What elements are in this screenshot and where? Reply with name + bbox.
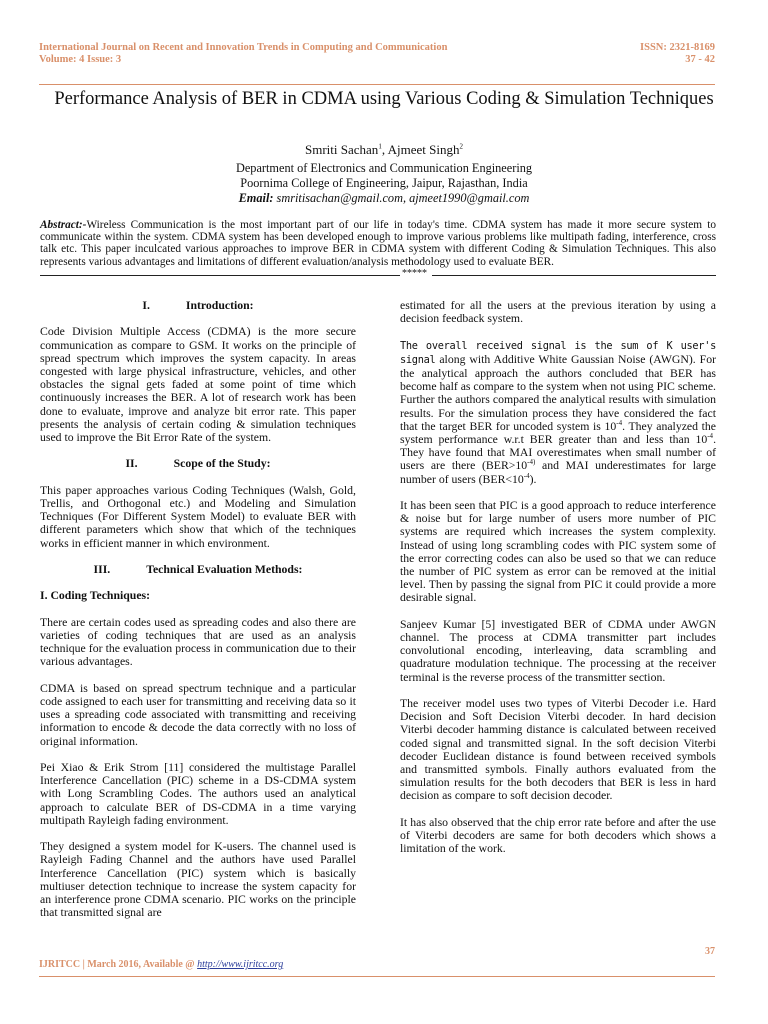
author-affiliation-mark: 1 [378, 142, 382, 151]
left-column [40, 299, 356, 919]
journal-issn: ISSN: 2321-8169 [640, 42, 715, 53]
affiliation-department: Department of Electronics and Communication Engineering [235, 161, 533, 175]
abstract-label: Abstract:- [40, 219, 87, 231]
paragraph: Pei Xiao & Erik Strom [11] considered the multistage Parallel Interference Cancellation (PIC) scheme in a DS-CDMA system with Long Scrambling Codes. The authors used an analytical approach to calculate BER of DS-CDMA in a time varying multipath Rayleigh fading environment. [40, 760, 356, 827]
paragraph: They designed a system model for K-users. The channel used is Rayleigh Fading Channel and the authors have used Parallel Interference Cancellation (PIC) system which is basically multiuser detection technique to increase the system capacity for an interference prone CDMA scenario. PIC works on the principle that transmitted signal are [40, 840, 356, 920]
separator-line [432, 275, 716, 276]
journal-volume: Volume: 4 Issue: 3 [39, 54, 122, 65]
paragraph: The receiver model uses two types of Viterbi Decoder i.e. Hard Decision and Soft Decision Viterbi decoder. In hard decision Viterbi decoder hamming distance is calculated between received coded signal and transmitted signal. In the soft decision Viterbi decoder Euclidean distance is found between received symbols and transmitted symbols. Finally authors evaluated from the simulation results for the both decoders that BER is less in hard decision as compare to soft decision decoder. [400, 697, 716, 803]
scope-text: This paper approaches various Coding Techniques (Walsh, Gold, Trellis, and Orthogonal etc.) and Modeling and Simulation Techniques (For Different System Model) to evaluate BER with different parameters which show that which of the techniques works in efficient manner in which environment. [40, 483, 356, 550]
author-list [40, 142, 728, 158]
page-range: 37 - 42 [685, 54, 715, 65]
abstract-text: Wireless Communication is the most important part of our life [86, 219, 394, 231]
section-separator [40, 268, 716, 282]
author-name: Smriti Sachan [305, 142, 379, 157]
separator-stars: ***** [402, 268, 427, 279]
paragraph: It has been seen that PIC is a good approach to reduce interference & noise but for large number of users more number of PIC systems are required which increases the system complexity. Instead of using long scrambling codes with PIC system some of the error correcting codes can also be used so that we can reduce the number of PIC system as error can be removed at the initial level. Then by passing the signal from PIC it could provide a more desirable signal. [400, 499, 716, 605]
separator-line [40, 275, 400, 276]
right-column [400, 299, 716, 855]
section-heading: III. Technical Evaluation Methods: [93, 563, 303, 576]
introduction-text: Code Division Multiple Access (CDMA) is the more secure communication as compare to GSM. It works on the principle of spread spectrum which improves the system capacity. In areas congested with large physical infrastructure, vehicles, and other obstacles the signal gets faded at some point of time which continuously increases the BER. A lot of research work has been done to evaluate, improve and analyze bit error rate. This paper presents the analysis of certain coding & simulation techniques used to improve the Bit Error Rate of the system. [40, 325, 356, 445]
journal-name: International Journal on Recent and Innovation Trends in Computing and Communication [39, 42, 448, 53]
author-affiliation-mark: 2 [459, 142, 463, 151]
email-label: Email: [238, 191, 274, 205]
section-heading: I. Introduction: [142, 299, 254, 312]
email-address[interactable]: ajmeet1990@gmail.com [409, 191, 530, 205]
journal-link[interactable]: http://www.ijritcc.org [197, 959, 284, 970]
paragraph: The overall received signal is the sum of K user's signal along with Additive White Gaussian Noise (AWGN). For the analytical approach the authors concluded that BER has become half as compare to the system when not using PIC scheme. Further the authors compared the analytical results with simulation results. For the simulation process they have considered the fact that the target BER for uncoded system is $10^{-4}$. They analyzed the system performance w.r.t BER greater than and less than $10^{-4}$. They have found that MAI overestimates when small number of users are there ($BER>10^{-4)}$ and MAI underestimates for large number of users $(BER<10^{-4})$. [400, 339, 716, 486]
abstract-text: communicate within the system. CDMA system has been developed enough to improve various problems like multipath fading, interference, cross talk etc. This paper inculcated various approaches to improve BER in CDMA system with different Coding & Simulation Techniques. This also represents various advantages and limitations of different evaluation/analysis methodology used to evaluate BER. [40, 231, 716, 268]
email-address[interactable]: smritisachan@gmail.com [276, 191, 403, 205]
page-footer [39, 946, 715, 986]
affiliation-college: Poornima College of Engineering, Jaipur, Rajasthan, India [240, 176, 528, 190]
paragraph: Sanjeev Kumar [5] investigated BER of CDMA under AWGN channel. The process at CDMA transmitter part includes convolutional encoding, interleaving, data scrambling and quadrature modulation technique. The processing at the receiver terminal is the reverse process of the transmitter section. [400, 617, 716, 684]
section-heading: II. Scope of the Study: [125, 457, 271, 471]
affiliation-email [40, 191, 728, 206]
paragraph: estimated for all the users at the previous iteration by using a decision feedback system. [400, 299, 716, 326]
author-name: Ajmeet Singh [387, 142, 460, 157]
header-divider [39, 84, 715, 85]
paper-title: Performance Analysis of BER in CDMA using Various Coding & Simulation Techniques [54, 89, 714, 109]
abstract-text: in today's time. CDMA system has made it more secure system to [393, 219, 716, 231]
email-separator: , [402, 191, 410, 205]
paragraph: It has also observed that the chip error rate before and after the use of Viterbi decoders are same for both decoders which shows a limitation of the work. [400, 815, 716, 856]
paragraph: CDMA is based on spread spectrum technique and a particular code assigned to each user for transmitting and receiving data so it uses a spreading code associated with transmitting and receiving information to encode & decode the data correctly with no loss of original information. [40, 681, 356, 748]
page-number: 37 [705, 946, 715, 957]
subsection-heading: I. Coding Techniques: [40, 589, 151, 603]
footer-text: IJRITCC | March 2016, Available @ http://www.ijritcc.org [39, 959, 284, 970]
abstract [40, 219, 716, 268]
footer-divider [39, 976, 715, 977]
paragraph: There are certain codes used as spreading codes and also there are varieties of coding techniques that are used as an analysis technique for the evaluation process in communication due to their various advantages. [40, 615, 356, 669]
author-separator: , [381, 142, 388, 157]
